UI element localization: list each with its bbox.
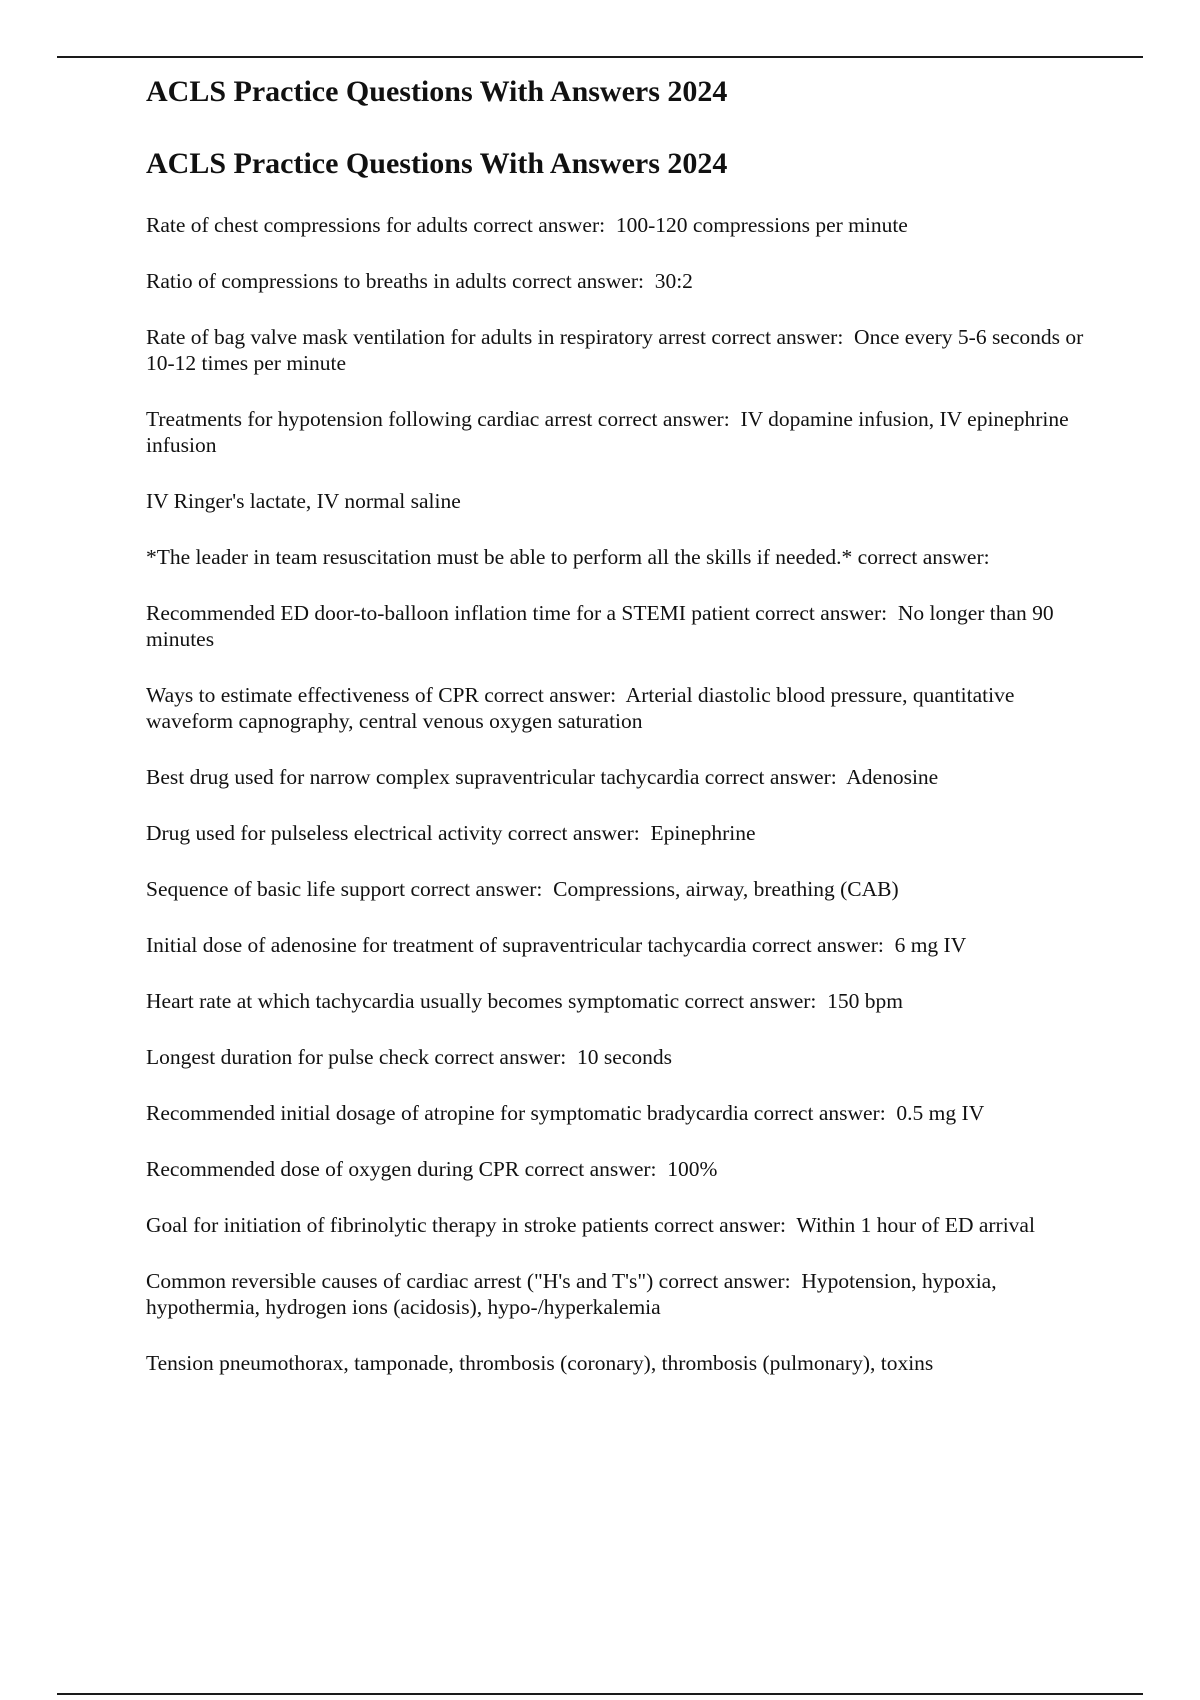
document-subtitle: ACLS Practice Questions With Answers 2024: [146, 147, 728, 180]
qa-item: Recommended ED door-to-balloon inflation time for a STEMI patient correct answer: No longer than 90 minutes: [146, 601, 1060, 651]
qa-item: Tension pneumothorax, tamponade, thrombosis (coronary), thrombosis (pulmonary), toxins: [146, 1351, 934, 1375]
qa-item: Drug used for pulseless electrical activity correct answer: Epinephrine: [146, 821, 756, 845]
qa-item: Best drug used for narrow complex supraventricular tachycardia correct answer: Adenosine: [146, 765, 939, 789]
qa-item: Heart rate at which tachycardia usually becomes symptomatic correct answer: 150 bpm: [146, 989, 903, 1013]
document-page: [146, 70, 1096, 1406]
question-answer-list: [146, 212, 1096, 1376]
qa-item: *The leader in team resuscitation must be able to perform all the skills if needed.* correct answer:: [146, 545, 990, 569]
qa-item: Goal for initiation of fibrinolytic therapy in stroke patients correct answer: Within 1 hour of ED arrival: [146, 1213, 1035, 1237]
document-title: ACLS Practice Questions With Answers 2024: [146, 75, 728, 108]
qa-item: Recommended initial dosage of atropine for symptomatic bradycardia correct answer: 0.5 mg IV: [146, 1101, 985, 1125]
qa-item: Initial dose of adenosine for treatment of supraventricular tachycardia correct answer: 6 mg IV: [146, 933, 967, 957]
qa-item: Treatments for hypotension following cardiac arrest correct answer: IV dopamine infusion, IV epinephrine infusion: [146, 407, 1075, 457]
qa-item: Rate of chest compressions for adults correct answer: 100-120 compressions per minute: [146, 213, 908, 237]
qa-item: Ratio of compressions to breaths in adults correct answer: 30:2: [146, 269, 693, 293]
qa-item: Sequence of basic life support correct answer: Compressions, airway, breathing (CAB): [146, 877, 899, 901]
qa-item: Common reversible causes of cardiac arrest ("H's and T's") correct answer: Hypotension, hypoxia, hypothermia, hydrogen ions (acidosis), hypo-/hyperkalemia: [146, 1269, 1002, 1319]
qa-item: Ways to estimate effectiveness of CPR correct answer: Arterial diastolic blood pressure, quantitative waveform capnography, central venous oxygen saturation: [146, 683, 1020, 733]
top-divider: [57, 56, 1143, 58]
bottom-divider: [57, 1693, 1143, 1695]
qa-item: IV Ringer's lactate, IV normal saline: [146, 489, 461, 513]
qa-item: Recommended dose of oxygen during CPR correct answer: 100%: [146, 1157, 718, 1181]
qa-item: Rate of bag valve mask ventilation for adults in respiratory arrest correct answer: Once every 5-6 seconds or 10-12 times per minute: [146, 325, 1089, 375]
qa-item: Longest duration for pulse check correct answer: 10 seconds: [146, 1045, 672, 1069]
